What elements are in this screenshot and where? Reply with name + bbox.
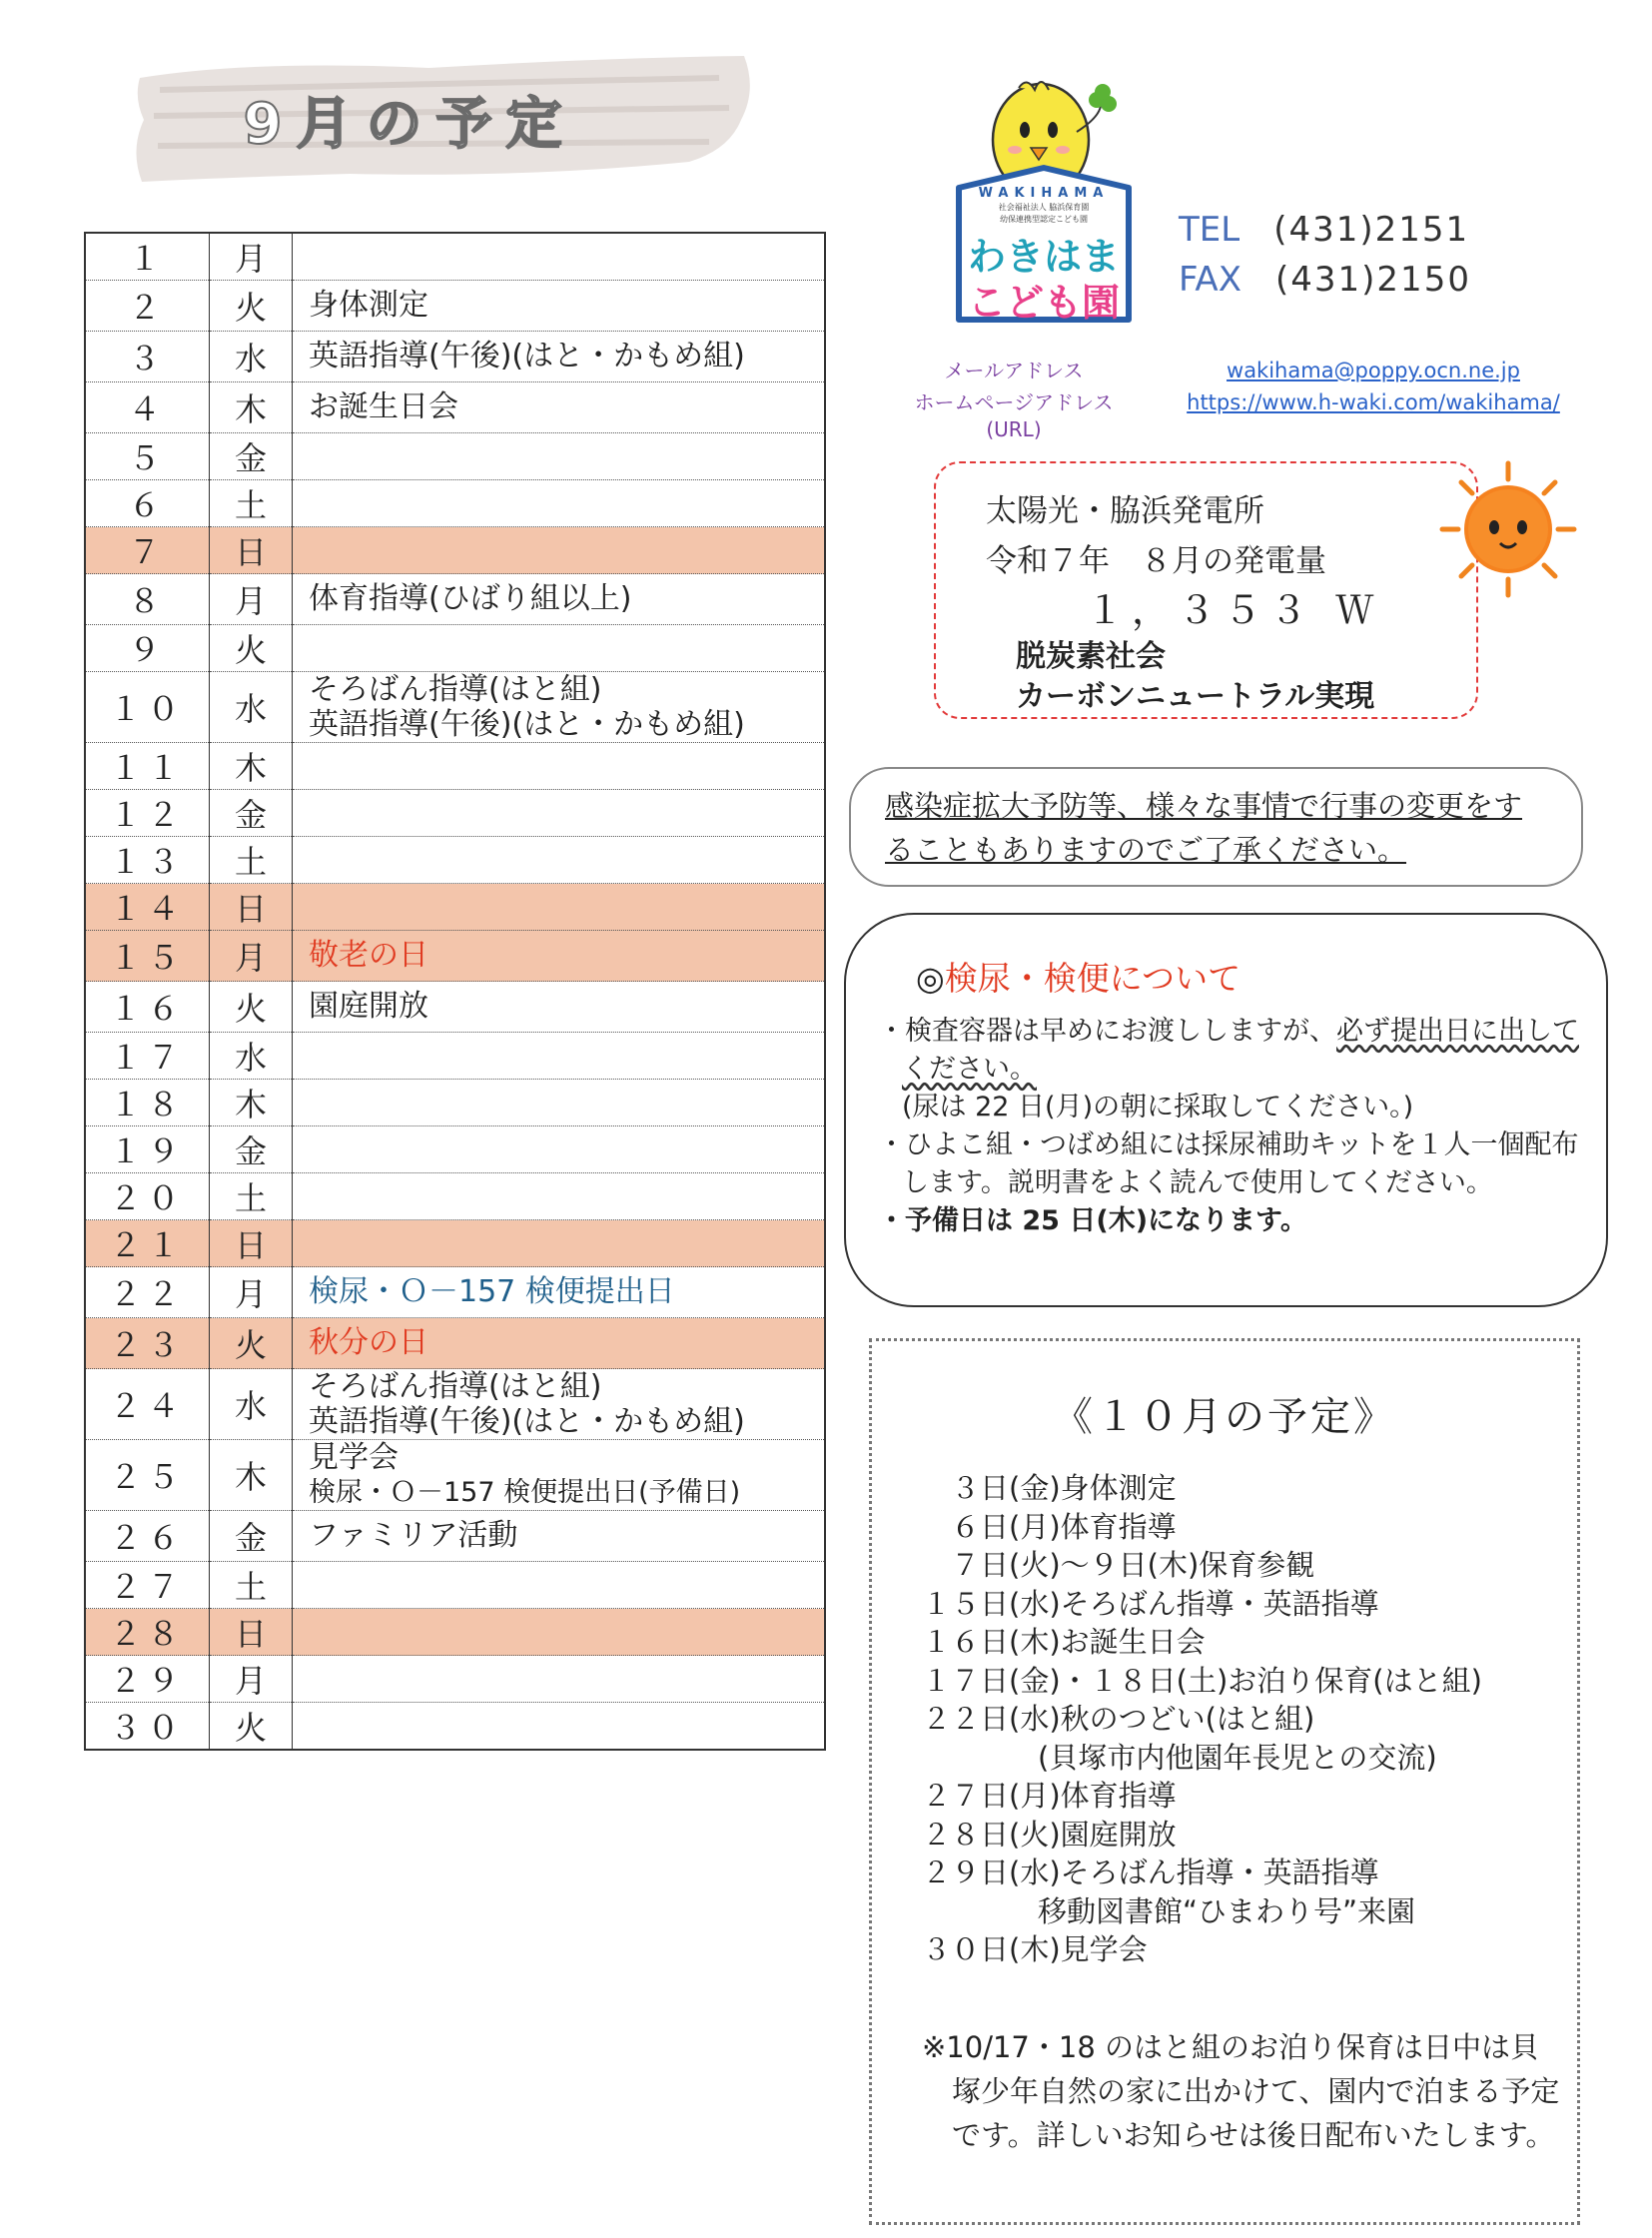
power-line4: 脱炭素社会: [1016, 639, 1166, 674]
weekday-cell: 日: [210, 1220, 293, 1267]
event-text: 身体測定: [309, 288, 428, 323]
october-schedule-box: [869, 1338, 1580, 2225]
event-cell: [293, 1440, 826, 1511]
day-cell: ２１: [85, 1220, 210, 1267]
day-cell: ３: [85, 332, 210, 382]
fax-label: FAX: [1179, 260, 1241, 300]
event-cell: [293, 382, 826, 433]
weekday-cell: 木: [210, 382, 293, 433]
event-cell: [293, 1609, 826, 1656]
day-cell: １５: [85, 931, 210, 982]
urine-title: [916, 953, 1240, 1000]
weekday-cell: 月: [210, 1656, 293, 1703]
day-cell: １: [85, 233, 210, 281]
event-cell: [293, 1562, 826, 1609]
schedule-row: [85, 1267, 825, 1318]
event-text: 見学会: [309, 1440, 399, 1475]
schedule-row: [85, 281, 825, 332]
schedule-row: [85, 1080, 825, 1126]
event-cell: [293, 837, 826, 884]
october-item: ２２日(水)秋のつどい(はと組): [922, 1702, 1315, 1736]
october-item: １６日(木)お誕生日会: [922, 1625, 1206, 1659]
weekday-cell: 土: [210, 1562, 293, 1609]
hp-label: ホームページアドレス: [914, 390, 1114, 414]
october-list: [922, 1469, 1482, 1969]
power-line5: カーボンニュートラル実現: [1016, 679, 1375, 714]
event-cell: [293, 1318, 826, 1369]
october-note-text: ※10/17・18 のはと組のお泊り保育は日中は貝塚少年自然の家に出かけて、園内で泊まる予定です。詳しいお知らせは後日配布いたします。: [922, 2030, 1560, 2152]
event-text: そろばん指導(はと組): [309, 1369, 602, 1404]
weekday-cell: 金: [210, 433, 293, 480]
logo-roman: WAKIHAMA: [978, 186, 1110, 201]
october-item: ３日(金)身体測定: [922, 1471, 1177, 1505]
sun-icon: [1438, 459, 1578, 599]
october-title: 《１０月の予定》: [1053, 1394, 1396, 1440]
day-cell: ２２: [85, 1267, 210, 1318]
schedule-row: [85, 1562, 825, 1609]
hp-link[interactable]: https://www.h-waki.com/wakihama/: [1187, 390, 1560, 414]
day-cell: ２３: [85, 1318, 210, 1369]
schedule-row: [85, 982, 825, 1033]
event-cell: [293, 233, 826, 281]
logo-type: 幼保連携型認定こども園: [1000, 215, 1088, 224]
schedule-row: [85, 1318, 825, 1369]
event-text: 敬老の日: [309, 938, 428, 973]
power-line1: 太陽光・脇浜発電所: [986, 493, 1264, 529]
event-cell: [293, 527, 826, 574]
schedule-row: [85, 790, 825, 837]
weekday-cell: 日: [210, 1609, 293, 1656]
day-cell: １８: [85, 1080, 210, 1126]
weekday-cell: 火: [210, 625, 293, 672]
event-cell: [293, 332, 826, 382]
day-cell: ６: [85, 480, 210, 527]
event-cell: [293, 625, 826, 672]
day-cell: １３: [85, 837, 210, 884]
october-item: ２８日(火)園庭開放: [922, 1817, 1177, 1852]
event-cell: [293, 743, 826, 790]
urine-b1-sub: (尿は 22 日(月)の朝に採取してください。): [902, 1092, 1414, 1122]
schedule-row: [85, 1656, 825, 1703]
day-cell: １７: [85, 1033, 210, 1080]
day-cell: ９: [85, 625, 210, 672]
urine-title-text: 検尿・検便について: [944, 959, 1241, 998]
schedule-row: [85, 625, 825, 672]
urine-bullet-3: ・予備日は 25 日(木)になります。: [878, 1205, 1307, 1236]
tel-label: TEL: [1179, 210, 1240, 250]
weekday-cell: 月: [210, 1267, 293, 1318]
weekday-cell: 月: [210, 931, 293, 982]
event-cell: [293, 1267, 826, 1318]
page-title: 9月の予定: [243, 92, 576, 157]
october-item: (貝塚市内他園年長児との交流): [922, 1740, 1437, 1775]
day-cell: ２５: [85, 1440, 210, 1511]
schedule-row: [85, 1173, 825, 1220]
event-text: 英語指導(午後)(はと・かもめ組): [309, 707, 745, 742]
schedule-row: [85, 527, 825, 574]
urine-b1-emphasis: 必ず提出日に出してください。: [902, 1016, 1579, 1085]
weekday-cell: 月: [210, 233, 293, 281]
notice-line1: 感染症拡大予防等、様々な事情で行事の変更をす: [885, 789, 1523, 823]
schedule-row: [85, 1033, 825, 1080]
september-schedule-table: [84, 232, 826, 1751]
october-item: ７日(火)～９日(木)保育参観: [922, 1548, 1315, 1582]
schedule-row: [85, 931, 825, 982]
schedule-row: [85, 1703, 825, 1751]
day-cell: ２９: [85, 1656, 210, 1703]
weekday-cell: 土: [210, 1173, 293, 1220]
weekday-cell: 木: [210, 1440, 293, 1511]
schedule-row: [85, 574, 825, 625]
event-text: 体育指導(ひばり組以上): [309, 581, 632, 616]
schedule-row: [85, 1369, 825, 1440]
event-cell: [293, 1703, 826, 1751]
day-cell: ２６: [85, 1511, 210, 1562]
mail-label: メールアドレス: [944, 359, 1084, 382]
day-cell: １０: [85, 672, 210, 743]
weekday-cell: 水: [210, 1369, 293, 1440]
october-item: ６日(月)体育指導: [922, 1509, 1177, 1544]
day-cell: １４: [85, 884, 210, 931]
event-text: 検尿・Ｏ－157 検便提出日(予備日): [309, 1477, 741, 1508]
day-cell: １６: [85, 982, 210, 1033]
weekday-cell: 火: [210, 1703, 293, 1751]
event-text: 秋分の日: [309, 1325, 428, 1360]
day-cell: ８: [85, 574, 210, 625]
schedule-row: [85, 480, 825, 527]
october-item: ２９日(水)そろばん指導・英語指導: [922, 1856, 1379, 1889]
address-values: [1154, 355, 1593, 418]
schedule-row: [85, 233, 825, 281]
power-amount: １，３５３ Ｗ: [1086, 588, 1382, 632]
event-cell: [293, 790, 826, 837]
day-cell: ２: [85, 281, 210, 332]
schedule-row: [85, 884, 825, 931]
power-line2: 令和７年 ８月の発電量: [986, 543, 1326, 579]
day-cell: １１: [85, 743, 210, 790]
event-cell: [293, 1173, 826, 1220]
urine-body: [878, 1013, 1587, 1240]
schedule-row: [85, 1126, 825, 1173]
schedule-row: [85, 332, 825, 382]
day-cell: ７: [85, 527, 210, 574]
event-cell: [293, 574, 826, 625]
solar-power-box: [934, 461, 1478, 719]
tel-number: (431)2151: [1273, 210, 1470, 250]
fax-row: [1179, 255, 1471, 305]
schedule-row: [85, 1511, 825, 1562]
event-text: ファミリア活動: [309, 1518, 518, 1553]
day-cell: ４: [85, 382, 210, 433]
october-item: １５日(水)そろばん指導・英語指導: [922, 1586, 1379, 1621]
event-cell: [293, 1080, 826, 1126]
weekday-cell: 水: [210, 1033, 293, 1080]
schedule-row: [85, 1220, 825, 1267]
event-cell: [293, 672, 826, 743]
tel-row: [1179, 205, 1471, 255]
schedule-row: [85, 1440, 825, 1511]
address-labels: [899, 355, 1129, 440]
schedule-row: [85, 743, 825, 790]
weekday-cell: 木: [210, 743, 293, 790]
event-cell: [293, 1656, 826, 1703]
schedule-row: [85, 1609, 825, 1656]
october-item: ３０日(木)見学会: [922, 1932, 1148, 1966]
october-item: １７日(金)・１８日(土)お泊り保育(はと組): [922, 1663, 1482, 1698]
logo-name-line1: わきはま: [967, 235, 1120, 279]
title-banner: [130, 50, 759, 190]
urine-bullet-2: ・ひよこ組・つばめ組には採尿補助キットを１人一個配布します。説明書をよく読んで使用してください。: [878, 1129, 1579, 1198]
event-text: 英語指導(午後)(はと・かもめ組): [309, 339, 745, 373]
october-item: ２７日(月)体育指導: [922, 1779, 1177, 1813]
event-cell: [293, 1126, 826, 1173]
logo-org: 社会福祉法人 脇浜保育園: [998, 203, 1090, 212]
october-item: 移動図書館“ひまわり号”来園: [922, 1893, 1416, 1928]
october-note: [922, 2025, 1561, 2157]
event-text: 検尿・Ｏ－157 検便提出日: [309, 1274, 675, 1309]
change-notice: [849, 767, 1583, 887]
weekday-cell: 金: [210, 790, 293, 837]
event-cell: [293, 433, 826, 480]
day-cell: ５: [85, 433, 210, 480]
event-cell: [293, 982, 826, 1033]
double-circle-icon: ◎: [916, 959, 945, 998]
schedule-row: [85, 672, 825, 743]
hp-label-url: (URL): [986, 417, 1042, 441]
weekday-cell: 土: [210, 480, 293, 527]
event-text: お誕生日会: [309, 389, 458, 424]
weekday-cell: 日: [210, 527, 293, 574]
event-cell: [293, 1369, 826, 1440]
weekday-cell: 土: [210, 837, 293, 884]
mail-link[interactable]: wakihama@poppy.ocn.ne.jp: [1227, 359, 1520, 382]
fax-number: (431)2150: [1275, 260, 1471, 300]
weekday-cell: 火: [210, 281, 293, 332]
event-text: 英語指導(午後)(はと・かもめ組): [309, 1404, 745, 1439]
day-cell: ３０: [85, 1703, 210, 1751]
notice-line2: ることもありますのでご了承ください。: [885, 833, 1407, 867]
event-text: 園庭開放: [309, 989, 428, 1024]
contact-block: [1179, 205, 1471, 305]
event-cell: [293, 281, 826, 332]
event-cell: [293, 480, 826, 527]
day-cell: ２７: [85, 1562, 210, 1609]
event-cell: [293, 1220, 826, 1267]
weekday-cell: 火: [210, 1318, 293, 1369]
urine-bullet-1: [878, 1013, 1587, 1089]
logo-name-line2: こども園: [967, 281, 1120, 325]
event-cell: [293, 1033, 826, 1080]
day-cell: ２０: [85, 1173, 210, 1220]
weekday-cell: 火: [210, 982, 293, 1033]
weekday-cell: 月: [210, 574, 293, 625]
day-cell: ２８: [85, 1609, 210, 1656]
schedule-row: [85, 837, 825, 884]
event-cell: [293, 1511, 826, 1562]
weekday-cell: 金: [210, 1511, 293, 1562]
day-cell: １９: [85, 1126, 210, 1173]
day-cell: １２: [85, 790, 210, 837]
event-cell: [293, 884, 826, 931]
weekday-cell: 木: [210, 1080, 293, 1126]
event-cell: [293, 931, 826, 982]
weekday-cell: 日: [210, 884, 293, 931]
weekday-cell: 水: [210, 672, 293, 743]
weekday-cell: 水: [210, 332, 293, 382]
schedule-row: [85, 433, 825, 480]
urine-stool-test-box: [844, 913, 1608, 1307]
weekday-cell: 金: [210, 1126, 293, 1173]
schedule-row: [85, 382, 825, 433]
event-text: そろばん指導(はと組): [309, 672, 602, 707]
urine-b1-text: ・検査容器は早めにお渡ししますが、: [878, 1016, 1336, 1047]
day-cell: ２４: [85, 1369, 210, 1440]
kindergarten-logo: [949, 68, 1139, 324]
